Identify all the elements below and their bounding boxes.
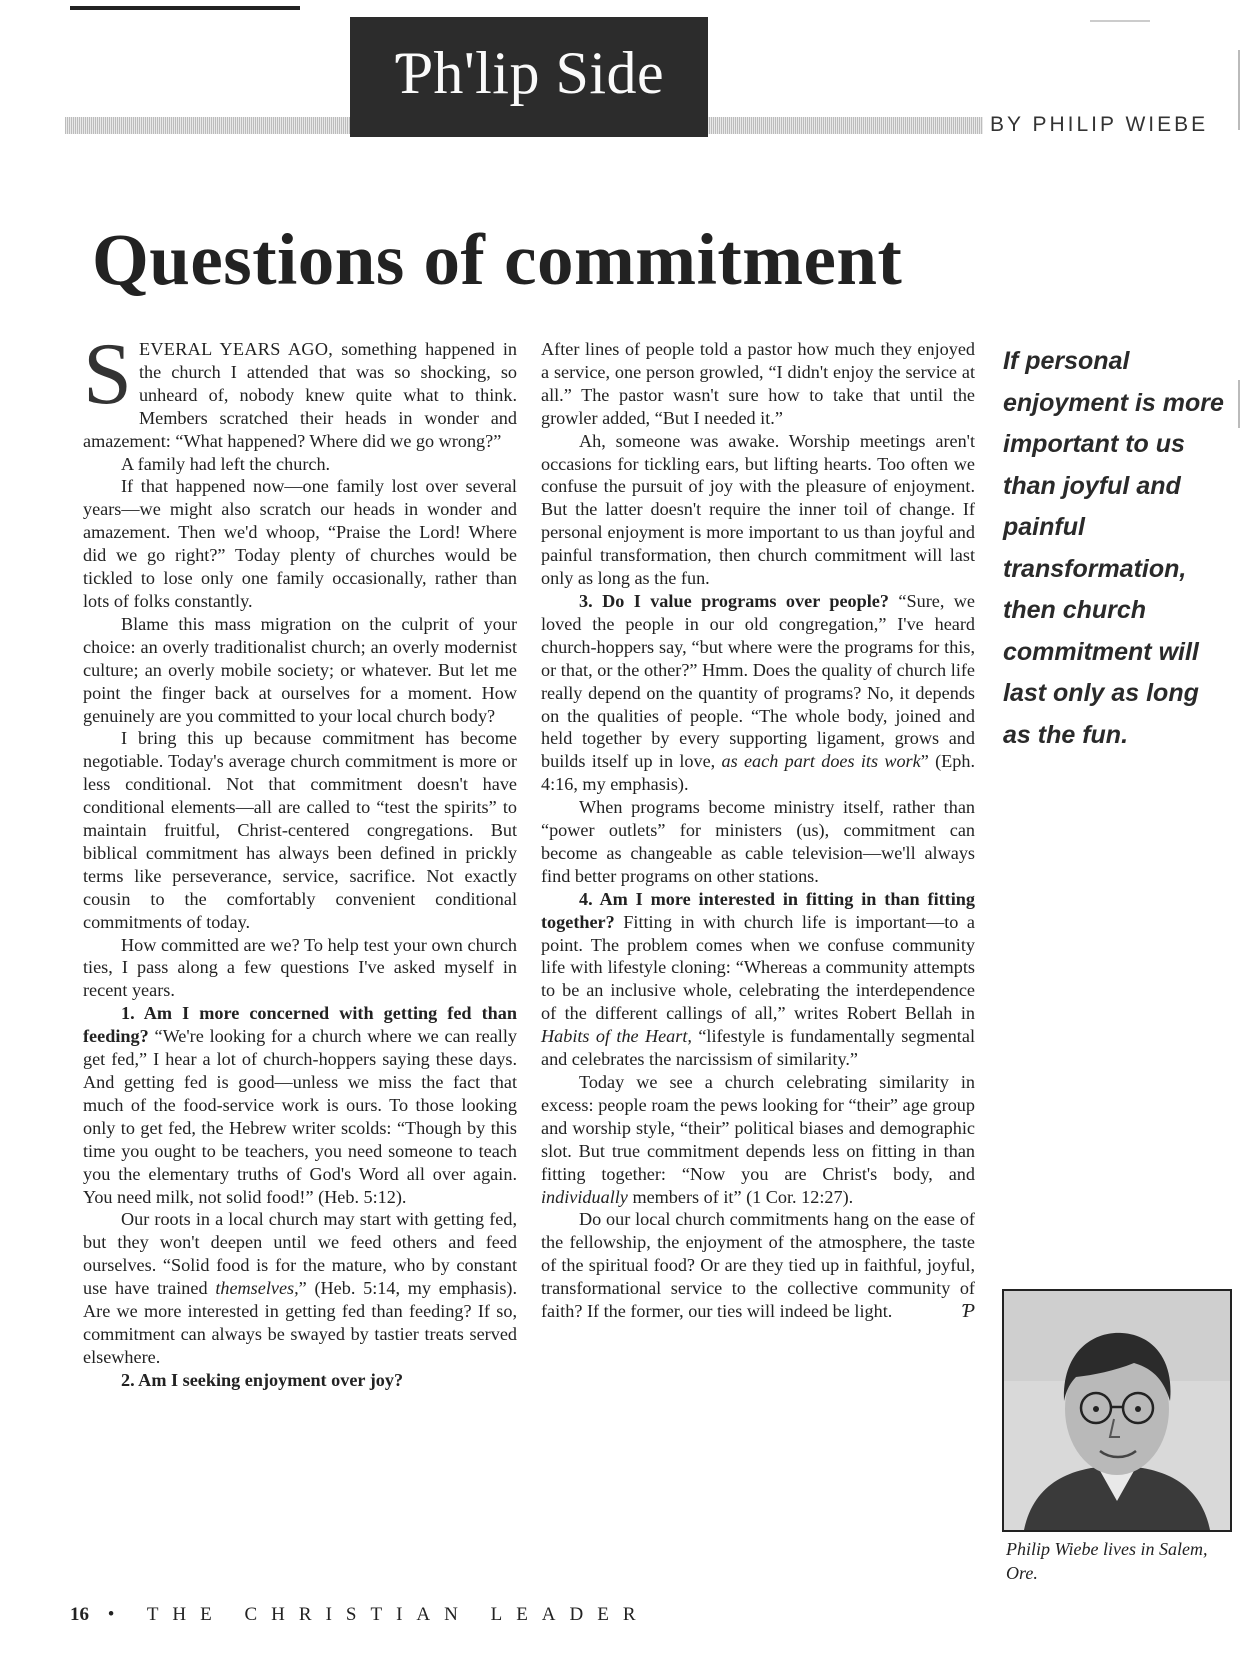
top-rule: [70, 6, 300, 10]
author-portrait-icon: [1004, 1291, 1230, 1530]
paragraph: If that happened now—one family lost over several years—we might also scratch our heads in wonder and amazement. Then we'd whoop, “Praise the Lord! Where did we go right?” Today plenty of churches would be tickled to lose only one family occasionally, rather than lots of folks constantly.: [83, 476, 517, 611]
emphasis: themselves,: [215, 1278, 299, 1299]
drop-cap: S: [83, 326, 132, 423]
paragraph: [83, 1208, 517, 1368]
top-rule-right: [1090, 20, 1150, 22]
pull-quote: If personal enjoyment is more important to us than joyful and painful transformation, then church commitment will last only as long as the fun.: [1003, 347, 1224, 749]
article-headline: Questions of commitment: [92, 219, 903, 300]
column-masthead: Ƥh'lip Side: [350, 17, 708, 137]
paragraph-text: Today we see a church celebrating similarity in excess: people roam the pews looking for “their” age group and worship style, “their” political biases and demographic slot. But true commitment depends less on fitting in than fitting together: “Now you are Christ's body, and: [541, 1072, 975, 1184]
margin-mark: [1238, 50, 1240, 130]
paragraph: [83, 1002, 517, 1208]
paragraph: A family had left the church.: [121, 453, 331, 474]
paragraph: After lines of people told a pastor how much they enjoyed a service, one person growled, “I didn't enjoy the service at all.” The pastor wasn't sure how to take that until the growler added, “But I needed it.”: [541, 339, 975, 428]
paragraph: Blame this mass migration on the culprit of your choice: an overly traditionalist church; an overly modernist culture; an overly mobile society; or whatever. But let me point the finger back at ourselves for a moment. How genuinely are you committed to your local church body?: [83, 613, 517, 726]
question-heading: 2. Am I seeking enjoyment over joy?: [121, 1369, 404, 1390]
paragraph-text: Our roots in a local church may start with getting fed, but they won't deepen until we feed others and feed ourselves. “Solid food is for the mature, who by constant use have trained: [83, 1209, 517, 1299]
paragraph-text: “Sure, we loved the people in our old congregation,” I've heard church-hoppers say, “but where were the programs for this, or that, or the other?” Hmm. Does the quality of church life really depend on the quantity of programs? No, it depends on the qualities of people. “The whole body, joined and held together by every supporting ligament, grows and builds itself up in love,: [541, 590, 975, 772]
paragraph: [83, 326, 517, 453]
paragraph: [541, 590, 975, 796]
paragraph-text: members of it” (1 Cor. 12:27).: [627, 1186, 854, 1207]
emphasis: Habits of the Heart,: [541, 1026, 692, 1047]
byline: BY PHILIP WIEBE: [990, 113, 1209, 136]
question-heading: 3. Do I value programs over people?: [579, 590, 889, 611]
paragraph: Ah, someone was awake. Worship meetings aren't occasions for tickling ears, but lifting hearts. Too often we confuse the pursuit of joy with the pleasure of enjoyment. But the latter doesn't require the inner toil of change. If personal enjoyment is more important to us than joyful and painful transformation, then church commitment will last only as long as the fun.: [541, 430, 975, 589]
publication-name: THE CHRISTIAN LEADER: [146, 1604, 650, 1625]
end-mark-icon: Ƥ: [961, 1300, 975, 1323]
footer-separator: •: [107, 1604, 129, 1625]
paragraph: [83, 1369, 517, 1392]
paragraph-text: ” (Eph. 4:16, my emphasis).: [541, 751, 975, 795]
author-photo: [1002, 1289, 1232, 1532]
page-number: 16: [70, 1604, 89, 1625]
lead-in: EVERAL YEARS AGO,: [138, 339, 334, 359]
paragraph-text: something happened in the church I attended that was so shocking, so unheard of, nobody knew quite what to think. Members scratched their heads in wonder and amazement: “What happened? Where did we go wrong?”: [83, 339, 517, 451]
paragraph-text: “lifestyle is fundamentally segmental and celebrates the narcissism of similarity.”: [541, 1026, 975, 1070]
question-heading: 4. Am I more interested in fitting in than fitting together?: [541, 888, 975, 932]
page-footer: [70, 1604, 650, 1626]
paragraph-text: Do our local church commitments hang on the ease of the fellowship, the enjoyment of the atmosphere, the taste of the spiritual food? Or are they tied up in faithful, joyful, transformational service to the collective community of faith? If the former, our ties will indeed be light.: [541, 1209, 975, 1322]
emphasis: individually: [541, 1186, 628, 1207]
paragraph: [541, 1208, 975, 1323]
paragraph-text: Fitting in with church life is important—to a point. The problem comes when we confuse community life with lifestyle cloning: “Whereas a community attempts to be an inclusive whole, celebrating the interdependence of the different callings of all,” writes Robert Bellah in: [541, 911, 975, 1024]
paragraph: How committed are we? To help test your own church ties, I pass along a few questions I've asked myself in recent years.: [83, 934, 517, 1001]
emphasis: as each part does its work: [721, 751, 921, 772]
paragraph: [541, 1071, 975, 1208]
photo-caption: Philip Wiebe lives in Salem, Ore.: [1006, 1539, 1208, 1583]
paragraph: When programs become ministry itself, rather than “power outlets” for ministers (us), commitment can become as changeable as cable television—we'll always find better programs on other stations.: [541, 797, 975, 886]
question-heading: 1. Am I more concerned with getting fed than feeding?: [83, 1003, 517, 1047]
article-column-2: [541, 338, 975, 1323]
paragraph: I bring this up because commitment has become negotiable. Today's average church commitment is more or less conditional. Not that commitment doesn't have conditional elements—all are called to “test the spirits” to maintain fruitful, Christ-centered congregations. But biblical commitment has always been defined in prickly terms like perseverance, service, sacrifice. Not exactly cousin to the comfortably convenient conditional commitments of today.: [83, 728, 517, 932]
paragraph: [541, 888, 975, 1071]
paragraph-text: “We're looking for a church where we can really get fed,” I hear a lot of church-hoppers saying these days. And getting fed is good—unless we miss the fact that much of the food-service work is ours. To those looking only to get fed, the Hebrew writer scolds: “Though by this time you ought to be teachers, you need someone to teach you the elementary truths of God's Word all over again. You need milk, not solid food!” (Heb. 5:12).: [83, 1026, 517, 1207]
paragraph-text: ” (Heb. 5:14, my emphasis). Are we more interested in getting fed than feeding? If so, commitment can always be swayed by tastier treats served elsewhere.: [83, 1278, 518, 1367]
margin-mark: [1238, 380, 1240, 428]
article-column-1: [83, 326, 518, 1392]
